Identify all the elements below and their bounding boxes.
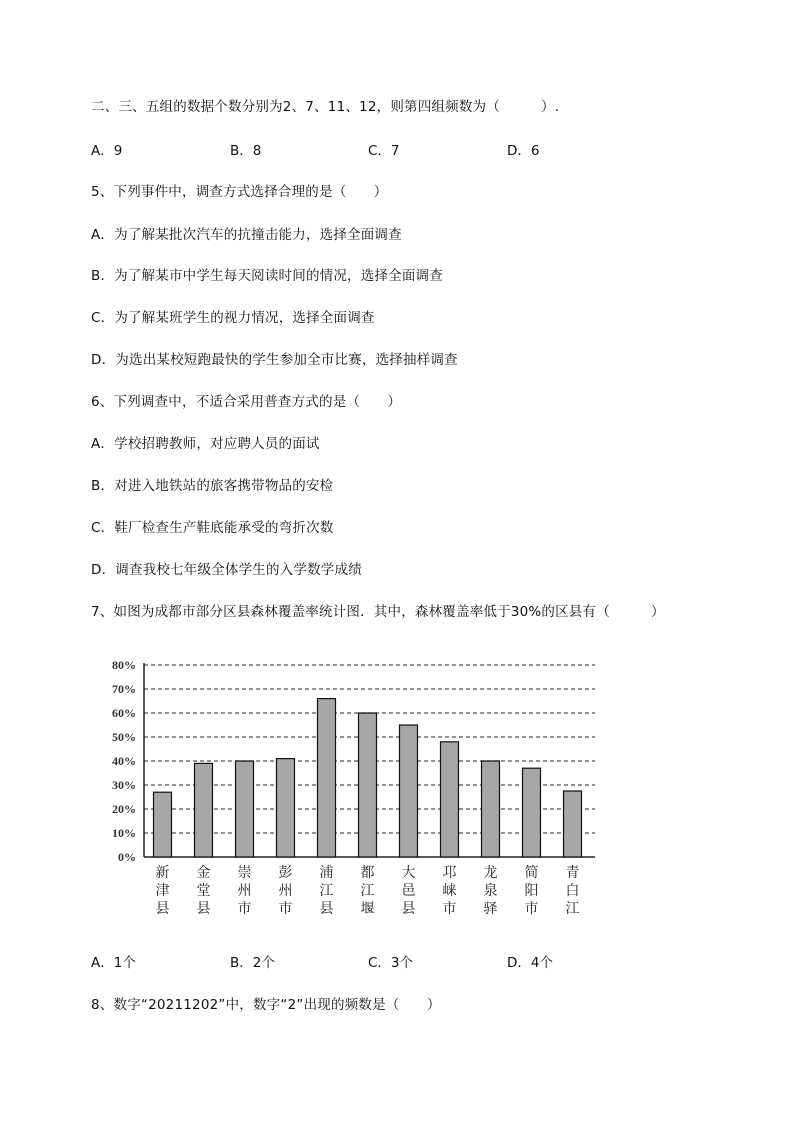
bar [236,761,254,857]
question-6-option-c: C．鞋厂检查生产鞋底能承受的弯折次数 [91,520,334,536]
question-5: 5、下列事件中，调查方式选择合理的是（ ） [91,184,388,200]
bar [482,761,500,857]
y-tick-label: 60% [112,706,136,720]
x-tick-label: 县 [401,901,416,917]
x-tick-label: 崇 [237,865,252,881]
bar [400,725,418,857]
option-d: D．6 [507,143,540,159]
x-tick-label: 市 [237,901,252,917]
x-tick-label: 阳 [524,883,539,899]
x-tick-label: 彭 [278,865,293,881]
x-tick-label: 邛 [442,865,457,881]
question-5-option-b: B．为了解某市中学生每天阅读时间的情况，选择全面调查 [91,268,443,284]
y-tick-label: 10% [112,826,136,840]
y-tick-label: 70% [112,682,136,696]
bar [441,742,459,857]
x-tick-label: 县 [196,901,211,917]
x-tick-label: 江 [319,883,334,899]
option-b: B．8 [230,143,262,159]
question-6-option-d: D．调查我校七年级全体学生的入学数学成绩 [91,562,362,578]
chart-svg [100,655,600,925]
option-c: C．7 [368,143,400,159]
y-tick-label: 0% [118,850,136,864]
x-tick-label: 大 [401,865,416,881]
x-tick-label: 州 [278,883,293,899]
x-tick-label: 江 [360,883,375,899]
option-c: C．3个 [368,955,414,971]
x-tick-label: 浦 [319,865,334,881]
x-tick-label: 都 [360,865,375,881]
option-d: D．4个 [507,955,553,971]
question-6-option-b: B．对进入地铁站的旅客携带物品的安检 [91,478,334,494]
y-tick-label: 80% [112,658,136,672]
x-tick-label: 市 [524,901,539,917]
option-a: A．1个 [91,955,136,971]
bar [359,713,377,857]
question-5-option-a: A．为了解某批次汽车的抗撞击能力，选择全面调查 [91,227,402,243]
x-tick-label: 江 [565,901,580,917]
x-tick-label: 青 [565,865,580,881]
x-tick-label: 崃 [442,883,457,899]
x-tick-label: 白 [565,883,580,899]
question-8: 8、数字“20211202”中，数字“2”出现的频数是（ ） [91,997,441,1013]
y-tick-label: 40% [112,754,136,768]
x-tick-label: 县 [155,901,170,917]
bar [277,759,295,857]
question-4-tail: 二、三、五组的数据个数分别为2、7、11、12，则第四组频数为（ ）. [91,99,560,115]
forest-coverage-bar-chart [100,655,600,925]
x-tick-label: 津 [155,883,170,899]
option-b: B．2个 [230,955,275,971]
option-a: A．9 [91,143,123,159]
x-tick-label: 泉 [483,883,498,899]
x-tick-label: 堰 [360,901,375,917]
bar [318,699,336,857]
question-5-option-c: C．为了解某班学生的视力情况，选择全面调查 [91,310,375,326]
x-tick-label: 市 [442,901,457,917]
x-tick-label: 驿 [483,901,498,917]
x-tick-label: 金 [196,865,211,881]
question-7: 7、如图为成都市部分区县森林覆盖率统计图．其中，森林覆盖率低于30%的区县有（ ） [91,604,665,620]
x-tick-label: 邑 [401,883,416,899]
x-tick-label: 堂 [196,883,211,899]
bar [154,792,172,857]
question-5-option-d: D．为选出某校短跑最快的学生参加全市比赛，选择抽样调查 [91,352,458,368]
bar [523,768,541,857]
y-tick-label: 30% [112,778,136,792]
y-tick-label: 20% [112,802,136,816]
x-tick-label: 州 [237,883,252,899]
question-6: 6、下列调查中，不适合采用普查方式的是（ ） [91,394,402,410]
x-tick-label: 简 [524,865,539,881]
x-tick-label: 龙 [483,865,498,881]
bar [564,791,582,857]
question-6-option-a: A．学校招聘教师，对应聘人员的面试 [91,436,320,452]
x-tick-label: 市 [278,901,293,917]
y-tick-label: 50% [112,730,136,744]
bar [195,763,213,857]
x-tick-label: 新 [155,865,170,881]
x-tick-label: 县 [319,901,334,917]
